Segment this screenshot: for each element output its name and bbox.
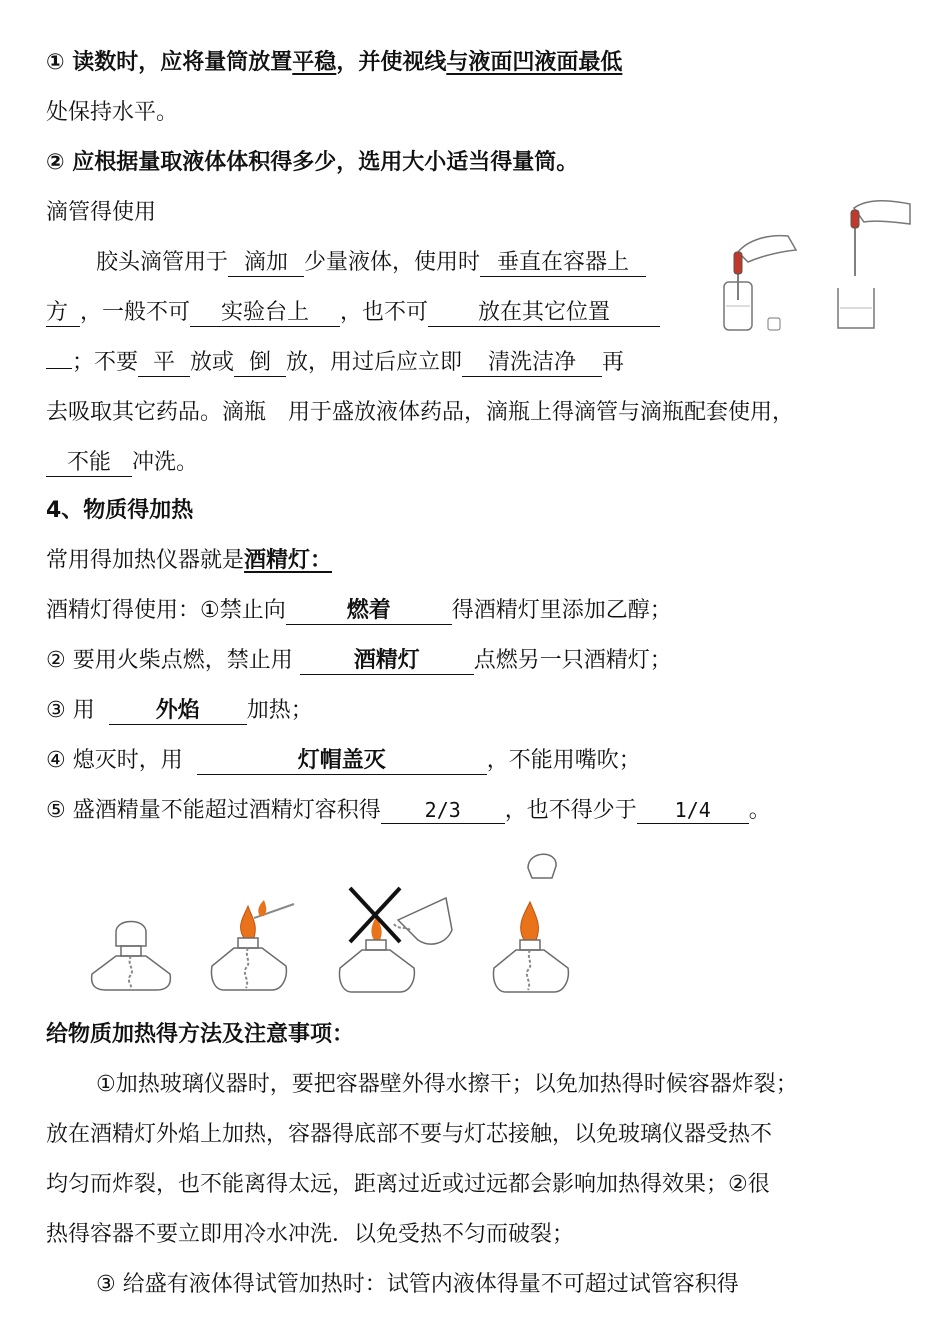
answer-blank: 倒 <box>234 350 286 377</box>
alcohol-lamp-capped-icon <box>86 914 176 994</box>
text: ，并使视线 <box>336 50 447 75</box>
text: 放，用过后应立即 <box>286 350 463 375</box>
section-heading-dropper: 滴管得使用 <box>46 200 157 225</box>
dropper-line-5 <box>46 448 198 478</box>
text: ① 读数时，应将量筒放置 <box>46 50 293 75</box>
answer-blank: 垂直在容器上 <box>480 250 646 277</box>
text: 再 <box>602 350 625 375</box>
heating-rule-1 <box>46 596 672 626</box>
answer-blank: 实验台上 <box>190 300 340 327</box>
heating-rule-3 <box>46 696 313 726</box>
answer-blank: 与液面凹液面最低 <box>446 50 623 75</box>
answer-blank: 酒精灯 <box>300 648 474 675</box>
dropper-vertical-illustration <box>834 196 914 334</box>
text: 酒精灯得使用：①禁止向 <box>46 598 286 623</box>
methods-line-4: 热得容器不要立即用冷水冲洗．以免受热不匀而破裂； <box>46 1222 575 1247</box>
answer-blank: 清洗洁净 <box>462 350 602 377</box>
text: 冲洗。 <box>132 450 199 475</box>
heating-rule-5 <box>46 796 771 826</box>
dropper-line-1 <box>96 248 646 278</box>
text: ，也不得少于 <box>504 798 637 823</box>
dropper-line-3 <box>46 348 624 378</box>
answer-blank: 平稳 <box>292 50 337 75</box>
text: ④ 熄灭时，用 <box>46 748 183 773</box>
text: ② 要用火柴点燃，禁止用 <box>46 648 293 673</box>
answer-blank: 放在其它位置 <box>428 300 660 327</box>
answer-blank: 1/4 <box>637 797 749 824</box>
heating-rule-2 <box>46 646 672 676</box>
heating-intro <box>46 546 346 576</box>
answer-blank: 方 <box>46 300 80 327</box>
alcohol-lamp-cap-off-icon <box>492 846 592 996</box>
text: 放或 <box>190 350 235 375</box>
section-heading-methods: 给物质加热得方法及注意事项： <box>46 1022 355 1047</box>
text: ③ 用 <box>46 698 95 723</box>
answer-blank: 酒精灯： <box>244 548 333 573</box>
text: ，不能用嘴吹； <box>486 748 641 773</box>
cylinder-rule-2: ② 应根据量取液体体积得多少，选用大小适当得量筒。 <box>46 150 579 175</box>
text: 得酒精灯里添加乙醇； <box>451 598 672 623</box>
text: 。 <box>748 798 771 823</box>
text: ；不要 <box>72 350 139 375</box>
cylinder-rule-1 <box>46 48 632 78</box>
text: 点燃另一只酒精灯； <box>473 648 672 673</box>
dropper-bottle-illustration <box>718 222 798 334</box>
answer-blank: 燃着 <box>286 598 452 625</box>
dropper-line-2 <box>46 298 660 328</box>
text: ，一般不可 <box>80 300 191 325</box>
answer-blank: 滴加 <box>228 250 304 277</box>
heating-rule-4 <box>46 746 641 776</box>
cylinder-rule-1-cont: 处保持水平。 <box>46 100 179 125</box>
text: 加热； <box>246 698 313 723</box>
text: 胶头滴管用于 <box>96 250 229 275</box>
alcohol-lamp-wrong-lighting-icon <box>336 880 456 996</box>
answer-blank-cont <box>46 368 72 369</box>
text: 少量液体，使用时 <box>304 250 481 275</box>
answer-blank: 2/3 <box>381 797 505 824</box>
alcohol-lamp-match-lit-icon <box>210 894 310 994</box>
answer-blank: 平 <box>138 350 190 377</box>
methods-line-1: ①加热玻璃仪器时，要把容器壁外得水擦干；以免加热得时候容器炸裂； <box>96 1072 798 1097</box>
methods-line-5: ③ 给盛有液体得试管加热时：试管内液体得量不可超过试管容积得 <box>96 1272 739 1297</box>
section-heading-heating: 4、物质得加热 <box>46 498 194 523</box>
methods-line-3: 均匀而炸裂，也不能离得太远，距离过近或过远都会影响加热得效果；②很 <box>46 1172 770 1197</box>
dropper-line-4: 去吸取其它药品。滴瓶 用于盛放液体药品，滴瓶上得滴管与滴瓶配套使用， <box>46 400 795 425</box>
answer-blank: 灯帽盖灭 <box>197 748 487 775</box>
answer-blank: 不能 <box>46 450 132 477</box>
text: ，也不可 <box>340 300 429 325</box>
text: ⑤ 盛酒精量不能超过酒精灯容积得 <box>46 798 381 823</box>
text: 常用得加热仪器就是 <box>46 548 245 573</box>
answer-blank: 外焰 <box>109 698 247 725</box>
methods-line-2: 放在酒精灯外焰上加热，容器得底部不要与灯芯接触，以免玻璃仪器受热不 <box>46 1122 773 1147</box>
